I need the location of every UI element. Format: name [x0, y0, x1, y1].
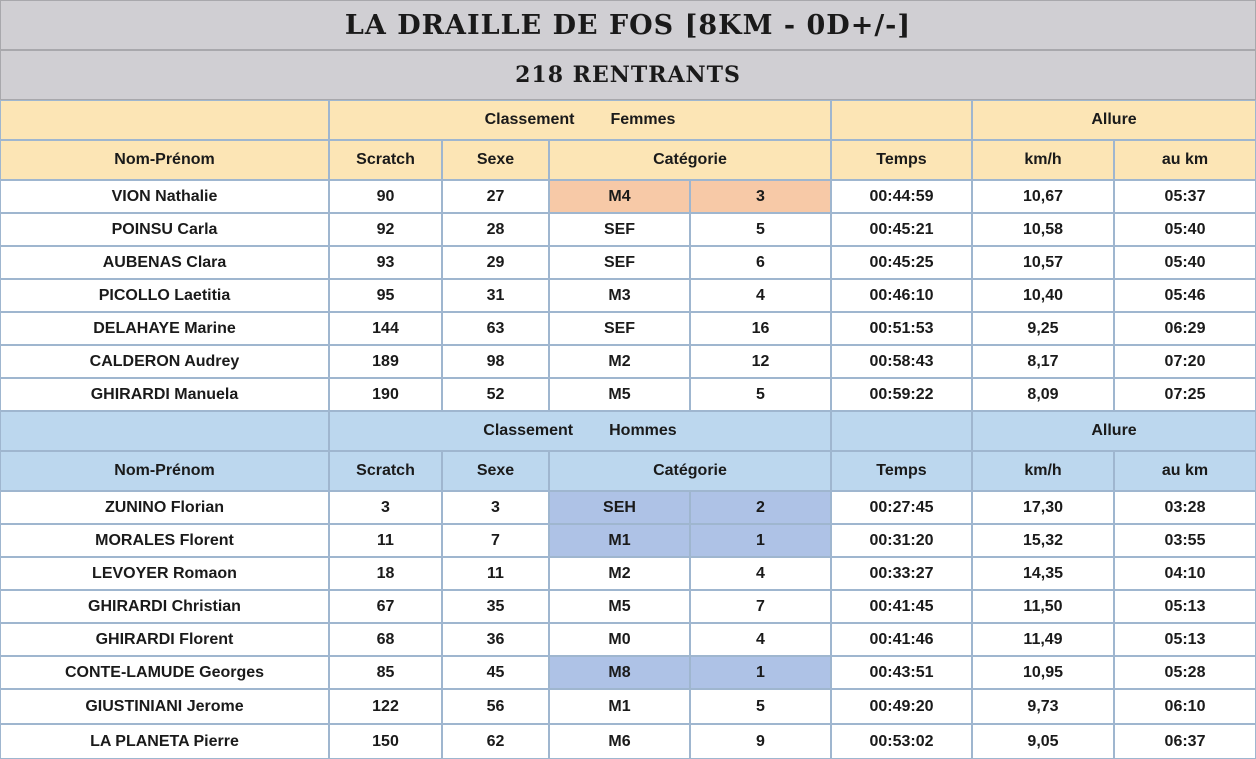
hommes-section	[0, 411, 1256, 759]
sex-rank-cell: 63	[442, 312, 549, 345]
femmes-section	[0, 100, 1256, 411]
empty-header-cell	[831, 411, 972, 451]
hommes-column-header-row	[0, 451, 1256, 491]
pace-cell: 05:37	[1114, 180, 1256, 213]
sex-rank-cell: 27	[442, 180, 549, 213]
classement-label: Classement	[484, 111, 575, 128]
category-cell: M2	[549, 557, 690, 590]
sex-rank-cell: 28	[442, 213, 549, 246]
empty-header-cell	[831, 100, 972, 140]
categorie-header: Catégorie	[549, 451, 831, 491]
femmes-label: Femmes	[610, 111, 676, 128]
table-row	[0, 213, 1256, 246]
table-row	[0, 524, 1256, 557]
speed-cell: 10,95	[972, 656, 1114, 689]
pace-cell: 05:13	[1114, 590, 1256, 623]
time-cell: 00:41:45	[831, 590, 972, 623]
time-cell: 00:45:25	[831, 246, 972, 279]
speed-cell: 9,05	[972, 724, 1114, 759]
table-row	[0, 246, 1256, 279]
runner-name-cell: ZUNINO Florian	[0, 491, 329, 524]
pace-cell: 04:10	[1114, 557, 1256, 590]
scratch-rank-cell: 189	[329, 345, 442, 378]
sex-rank-cell: 98	[442, 345, 549, 378]
sex-rank-cell: 7	[442, 524, 549, 557]
time-cell: 00:33:27	[831, 557, 972, 590]
category-cell: M8	[549, 656, 690, 689]
speed-cell: 10,58	[972, 213, 1114, 246]
category-rank-cell: 5	[690, 689, 831, 724]
page-title: LA DRAILLE DE FOS [8KM - 0D+/-]	[0, 0, 1256, 50]
runner-name-cell: DELAHAYE Marine	[0, 312, 329, 345]
runner-name-cell: POINSU Carla	[0, 213, 329, 246]
table-row	[0, 279, 1256, 312]
hommes-group-header-row	[0, 411, 1256, 451]
empty-header-cell	[0, 100, 329, 140]
scratch-rank-cell: 85	[329, 656, 442, 689]
time-cell: 00:51:53	[831, 312, 972, 345]
classement-label: Classement	[483, 422, 574, 439]
category-cell: M1	[549, 689, 690, 724]
pace-cell: 07:25	[1114, 378, 1256, 411]
hommes-label: Hommes	[609, 422, 677, 439]
sex-rank-cell: 52	[442, 378, 549, 411]
table-row	[0, 180, 1256, 213]
speed-cell: 9,25	[972, 312, 1114, 345]
category-rank-cell: 16	[690, 312, 831, 345]
speed-cell: 10,57	[972, 246, 1114, 279]
table-row	[0, 656, 1256, 689]
time-cell: 00:46:10	[831, 279, 972, 312]
category-cell: M6	[549, 724, 690, 759]
nom-header: Nom-Prénom	[0, 140, 329, 180]
runner-name-cell: GHIRARDI Christian	[0, 590, 329, 623]
runner-name-cell: CONTE-LAMUDE Georges	[0, 656, 329, 689]
category-rank-cell: 5	[690, 213, 831, 246]
time-cell: 00:43:51	[831, 656, 972, 689]
sex-rank-cell: 31	[442, 279, 549, 312]
pace-cell: 06:29	[1114, 312, 1256, 345]
aukm-header: au km	[1114, 451, 1256, 491]
category-rank-cell: 3	[690, 180, 831, 213]
speed-cell: 17,30	[972, 491, 1114, 524]
runner-name-cell: GIUSTINIANI Jerome	[0, 689, 329, 724]
sex-rank-cell: 36	[442, 623, 549, 656]
category-cell: M4	[549, 180, 690, 213]
category-cell: SEF	[549, 213, 690, 246]
speed-cell: 11,50	[972, 590, 1114, 623]
pace-cell: 05:46	[1114, 279, 1256, 312]
scratch-rank-cell: 11	[329, 524, 442, 557]
time-cell: 00:59:22	[831, 378, 972, 411]
pace-cell: 03:55	[1114, 524, 1256, 557]
allure-header: Allure	[972, 100, 1256, 140]
runner-name-cell: GHIRARDI Florent	[0, 623, 329, 656]
scratch-rank-cell: 150	[329, 724, 442, 759]
sex-rank-cell: 35	[442, 590, 549, 623]
table-row	[0, 623, 1256, 656]
kmh-header: km/h	[972, 140, 1114, 180]
scratch-rank-cell: 122	[329, 689, 442, 724]
scratch-header: Scratch	[329, 140, 442, 180]
time-cell: 00:58:43	[831, 345, 972, 378]
allure-header: Allure	[972, 411, 1256, 451]
table-row	[0, 378, 1256, 411]
time-cell: 00:45:21	[831, 213, 972, 246]
scratch-rank-cell: 92	[329, 213, 442, 246]
scratch-rank-cell: 190	[329, 378, 442, 411]
runner-name-cell: GHIRARDI Manuela	[0, 378, 329, 411]
scratch-rank-cell: 90	[329, 180, 442, 213]
category-rank-cell: 5	[690, 378, 831, 411]
category-rank-cell: 4	[690, 623, 831, 656]
sex-rank-cell: 3	[442, 491, 549, 524]
category-cell: M0	[549, 623, 690, 656]
temps-header: Temps	[831, 451, 972, 491]
runner-name-cell: LEVOYER Romaon	[0, 557, 329, 590]
speed-cell: 10,40	[972, 279, 1114, 312]
category-cell: SEF	[549, 246, 690, 279]
speed-cell: 9,73	[972, 689, 1114, 724]
category-rank-cell: 2	[690, 491, 831, 524]
category-rank-cell: 9	[690, 724, 831, 759]
categorie-header: Catégorie	[549, 140, 831, 180]
scratch-rank-cell: 93	[329, 246, 442, 279]
time-cell: 00:44:59	[831, 180, 972, 213]
sex-rank-cell: 62	[442, 724, 549, 759]
runner-name-cell: LA PLANETA Pierre	[0, 724, 329, 759]
runner-name-cell: VION Nathalie	[0, 180, 329, 213]
category-cell: M5	[549, 378, 690, 411]
category-cell: SEF	[549, 312, 690, 345]
femmes-column-header-row	[0, 140, 1256, 180]
sex-rank-cell: 45	[442, 656, 549, 689]
table-row	[0, 312, 1256, 345]
table-row	[0, 689, 1256, 724]
scratch-header: Scratch	[329, 451, 442, 491]
category-cell: M3	[549, 279, 690, 312]
pace-cell: 06:37	[1114, 724, 1256, 759]
pace-cell: 05:40	[1114, 213, 1256, 246]
scratch-rank-cell: 68	[329, 623, 442, 656]
category-rank-cell: 12	[690, 345, 831, 378]
category-rank-cell: 1	[690, 656, 831, 689]
empty-header-cell	[0, 411, 329, 451]
scratch-rank-cell: 95	[329, 279, 442, 312]
runner-name-cell: MORALES Florent	[0, 524, 329, 557]
speed-cell: 11,49	[972, 623, 1114, 656]
sex-rank-cell: 11	[442, 557, 549, 590]
pace-cell: 05:28	[1114, 656, 1256, 689]
table-row	[0, 590, 1256, 623]
sexe-header: Sexe	[442, 140, 549, 180]
classement-header	[329, 411, 831, 451]
speed-cell: 8,09	[972, 378, 1114, 411]
finishers-count: 218 RENTRANTS	[0, 50, 1256, 100]
time-cell: 00:49:20	[831, 689, 972, 724]
category-cell: M1	[549, 524, 690, 557]
table-row	[0, 557, 1256, 590]
speed-cell: 14,35	[972, 557, 1114, 590]
pace-cell: 03:28	[1114, 491, 1256, 524]
temps-header: Temps	[831, 140, 972, 180]
scratch-rank-cell: 67	[329, 590, 442, 623]
scratch-rank-cell: 3	[329, 491, 442, 524]
category-rank-cell: 1	[690, 524, 831, 557]
sex-rank-cell: 56	[442, 689, 549, 724]
table-row	[0, 345, 1256, 378]
femmes-group-header-row	[0, 100, 1256, 140]
runner-name-cell: PICOLLO Laetitia	[0, 279, 329, 312]
time-cell: 00:27:45	[831, 491, 972, 524]
category-rank-cell: 4	[690, 557, 831, 590]
kmh-header: km/h	[972, 451, 1114, 491]
scratch-rank-cell: 18	[329, 557, 442, 590]
nom-header: Nom-Prénom	[0, 451, 329, 491]
category-cell: M2	[549, 345, 690, 378]
scratch-rank-cell: 144	[329, 312, 442, 345]
time-cell: 00:41:46	[831, 623, 972, 656]
speed-cell: 8,17	[972, 345, 1114, 378]
time-cell: 00:53:02	[831, 724, 972, 759]
category-cell: M5	[549, 590, 690, 623]
pace-cell: 05:13	[1114, 623, 1256, 656]
table-row	[0, 491, 1256, 524]
category-rank-cell: 6	[690, 246, 831, 279]
aukm-header: au km	[1114, 140, 1256, 180]
classement-header	[329, 100, 831, 140]
pace-cell: 07:20	[1114, 345, 1256, 378]
category-rank-cell: 7	[690, 590, 831, 623]
sex-rank-cell: 29	[442, 246, 549, 279]
sexe-header: Sexe	[442, 451, 549, 491]
pace-cell: 05:40	[1114, 246, 1256, 279]
pace-cell: 06:10	[1114, 689, 1256, 724]
speed-cell: 10,67	[972, 180, 1114, 213]
category-cell: SEH	[549, 491, 690, 524]
time-cell: 00:31:20	[831, 524, 972, 557]
runner-name-cell: AUBENAS Clara	[0, 246, 329, 279]
category-rank-cell: 4	[690, 279, 831, 312]
runner-name-cell: CALDERON Audrey	[0, 345, 329, 378]
speed-cell: 15,32	[972, 524, 1114, 557]
